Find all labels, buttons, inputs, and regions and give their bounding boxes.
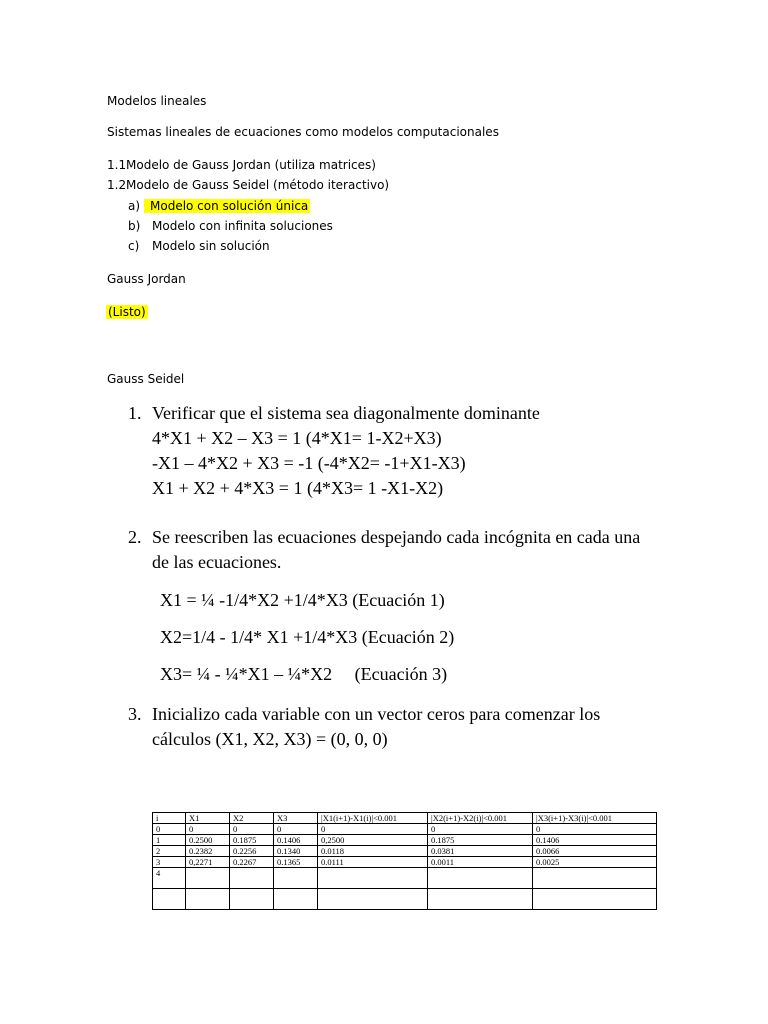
header-cell: X1 — [186, 813, 230, 824]
step-1-line: Verificar que el sistema sea diagonalmente dominante — [152, 403, 540, 423]
table-header-row — [153, 813, 657, 824]
table-cell: 0.1365 — [274, 857, 318, 868]
step-1-number: 1. — [128, 403, 142, 423]
step-1-line: 4*X1 + X2 – X3 = 1 (4*X1= 1-X2+X3) — [152, 428, 442, 448]
subitem-c — [128, 239, 270, 253]
document-subtitle: Sistemas lineales de ecuaciones como modelos computacionales — [107, 125, 499, 139]
subitem-letter: a) — [128, 199, 141, 213]
table-cell — [153, 889, 186, 910]
header-cell: |X1(i+1)-X1(i)|<0.001 — [318, 813, 428, 824]
table-cell: 0.0011 — [428, 857, 533, 868]
table-cell: 0.0381 — [428, 846, 533, 857]
table-cell: 0.0111 — [318, 857, 428, 868]
table-cell: 0 — [230, 824, 274, 835]
outline-item-1-2 — [107, 178, 390, 192]
header-cell: |X3(i+1)-X3(i)|<0.001 — [533, 813, 657, 824]
table-cell: 0.0066 — [533, 846, 657, 857]
table-cell — [428, 868, 533, 889]
table-cell: 2 — [153, 846, 186, 857]
table-cell — [186, 868, 230, 889]
gauss-seidel-heading: Gauss Seidel — [107, 372, 185, 386]
subitem-b — [128, 219, 333, 233]
table-cell: 0,2500 — [318, 835, 428, 846]
table-cell: 0 — [428, 824, 533, 835]
table-cell: 1 — [153, 835, 186, 846]
table-cell: 0 — [186, 824, 230, 835]
step-1-line: X1 + X2 + 4*X3 = 1 (4*X3= 1 -X1-X2) — [152, 478, 444, 498]
table-row — [153, 857, 657, 868]
table-cell — [186, 889, 230, 910]
table-cell: 0.0025 — [533, 857, 657, 868]
table-row — [153, 846, 657, 857]
table-cell — [428, 889, 533, 910]
table-cell — [318, 868, 428, 889]
subitem-text: Modelo sin solución — [152, 239, 270, 253]
table-cell — [533, 889, 657, 910]
header-cell: X2 — [230, 813, 274, 824]
document-title: Modelos lineales — [107, 94, 207, 108]
equation-2: X2=1/4 - 1/4* X1 +1/4*X3 (Ecuación 2) — [160, 627, 455, 647]
step-2-number: 2. — [128, 527, 142, 547]
table-cell: 4 — [153, 868, 186, 889]
header-cell: |X2(i+1)-X2(i)|<0.001 — [428, 813, 533, 824]
table-cell: 0.2500 — [186, 835, 230, 846]
table-cell: 0.1406 — [274, 835, 318, 846]
table-row — [153, 835, 657, 846]
equation-3: X3= ¼ - ¼*X1 – ¼*X2 (Ecuación 3) — [160, 664, 448, 684]
header-cell: X3 — [274, 813, 318, 824]
outline-number: 1.1 — [107, 158, 127, 172]
table-cell — [230, 868, 274, 889]
header-cell: i — [153, 813, 186, 824]
table-cell — [274, 868, 318, 889]
table-row — [153, 824, 657, 835]
step-3-line: cálculos (X1, X2, X3) = (0, 0, 0) — [152, 729, 388, 749]
step-2-line: Se reescriben las ecuaciones despejando cada incógnita en cada una — [152, 527, 641, 547]
subitem-a — [128, 199, 309, 213]
table-cell: 0.1875 — [230, 835, 274, 846]
table-cell: 0.2382 — [186, 846, 230, 857]
gauss-jordan-heading: Gauss Jordan — [107, 272, 186, 286]
table-cell: 0.2256 — [230, 846, 274, 857]
subitem-letter: b) — [128, 219, 141, 233]
subitem-text: Modelo con infinita soluciones — [152, 219, 333, 233]
table-cell: 0.1875 — [428, 835, 533, 846]
step-1-line: -X1 – 4*X2 + X3 = -1 (-4*X2= -1+X1-X3) — [152, 453, 466, 473]
table-cell: 0 — [318, 824, 428, 835]
iteration-table — [152, 812, 657, 910]
table-cell: 0.1406 — [533, 835, 657, 846]
subitem-letter: c) — [128, 239, 140, 253]
step-3-line: Inicializo cada variable con un vector ceros para comenzar los — [152, 704, 601, 724]
table-cell: 0 — [153, 824, 186, 835]
table-cell: 0.1340 — [274, 846, 318, 857]
table-cell: 0.0118 — [318, 846, 428, 857]
step-3-number: 3. — [128, 704, 142, 724]
step-2-line: de las ecuaciones. — [152, 552, 282, 572]
outline-text: Modelo de Gauss Jordan (utiliza matrices) — [126, 158, 376, 172]
table-cell: 0,2271 — [186, 857, 230, 868]
outline-text: Modelo de Gauss Seidel (método iteractivo) — [126, 178, 390, 192]
table-cell: 0 — [533, 824, 657, 835]
subitem-text-highlighted: Modelo con solución única — [144, 199, 310, 213]
table-cell — [318, 889, 428, 910]
outline-number: 1.2 — [107, 178, 127, 192]
equation-1: X1 = ¼ -1/4*X2 +1/4*X3 (Ecuación 1) — [160, 590, 445, 610]
table-cell — [274, 889, 318, 910]
status-highlight: (Listo) — [108, 305, 146, 319]
table-cell: 3 — [153, 857, 186, 868]
table-row — [153, 889, 657, 910]
table-row — [153, 868, 657, 889]
outline-item-1-1 — [107, 158, 376, 172]
table-cell: 0.2267 — [230, 857, 274, 868]
table-cell — [533, 868, 657, 889]
table-cell — [230, 889, 274, 910]
table-cell: 0 — [274, 824, 318, 835]
gauss-jordan-status — [106, 305, 148, 319]
